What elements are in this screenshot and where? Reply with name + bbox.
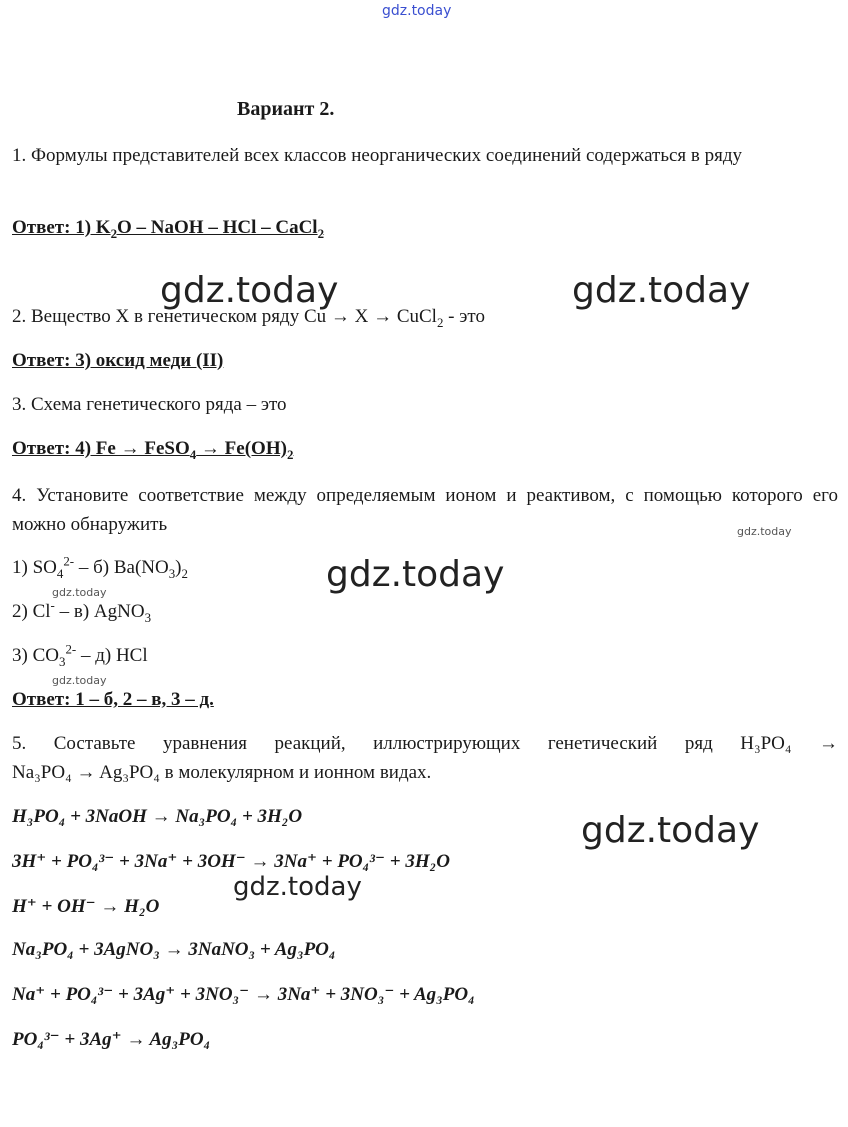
question-4-item-2: 2) Cl- – в) AgNO$_3$	[12, 597, 152, 625]
watermark-2: gdz.today	[572, 270, 751, 311]
watermark-6: gdz.today	[52, 674, 107, 687]
watermark-top: gdz.today	[382, 3, 452, 19]
question-4-answer: Ответ: 1 – б, 2 – в, 3 – д.	[12, 689, 214, 710]
watermark-3: gdz.today	[737, 525, 792, 538]
question-5-text-line-1: 5. Составьте уравнения реакций, иллюстрирующих генетический ряд H₃PO₄ →	[12, 733, 838, 754]
equation-3: H⁺ + OH⁻ → H₂O	[12, 896, 160, 917]
question-1-text: 1. Формулы представителей всех классов неорганических соединений содержаться в ряду	[12, 145, 743, 166]
question-3-text: 3. Схема генетического ряда – это	[12, 394, 287, 415]
watermark-7: gdz.today	[581, 810, 760, 851]
watermark-4: gdz.today	[326, 554, 505, 595]
question-2-text: 2. Вещество X в генетическом ряду Cu → X → CuCl$_2$ - это	[12, 306, 485, 330]
question-5-text-line-2: Na₃PO₄ → Ag₃PO₄ в молекулярном и ионном видах.	[12, 762, 432, 783]
question-1-answer: Ответ: 1) $K_2O$ – NaOH – HCl – CaCl$_2$	[12, 217, 325, 241]
watermark-8: gdz.today	[233, 872, 362, 902]
watermark-1: gdz.today	[160, 270, 339, 311]
equation-6: PO₄³⁻ + 3Ag⁺ → Ag₃PO₄	[12, 1029, 211, 1050]
question-4-item-3: 3) $CO_3^{2-} - д$) HCl	[12, 641, 148, 669]
equation-4: Na₃PO₄ + 3AgNO₃ → 3NaNO₃ + Ag₃PO₄	[12, 939, 336, 960]
question-3-answer: Ответ: 4) Fe → FeSO$_4$ → $Fe(OH)_2$	[12, 438, 294, 462]
equation-1: H₃PO₄ + 3NaOH → Na₃PO₄ + 3H₂O	[12, 806, 303, 827]
question-4-item-1: 1) $SO_4^{2-} - б$) $Ba(NO_3)_2$	[12, 553, 188, 581]
equation-5: Na⁺ + PO₄³⁻ + 3Ag⁺ + 3NO₃⁻ → 3Na⁺ + 3NO₃⁻ + Ag₃PO₄	[12, 984, 475, 1005]
question-4-text: 4. Установите соответствие между определяемым ионом и реактивом, с помощью которого его можно обнаружить	[12, 485, 838, 535]
page-title: Вариант 2.	[237, 98, 335, 120]
watermark-5: gdz.today	[52, 586, 107, 599]
equation-2: 3H⁺ + PO₄³⁻ + 3Na⁺ + 3OH⁻ → 3Na⁺ + PO₄³⁻ + 3H₂O	[12, 851, 450, 872]
question-2-answer: Ответ: 3) оксид меди (II)	[12, 350, 224, 371]
